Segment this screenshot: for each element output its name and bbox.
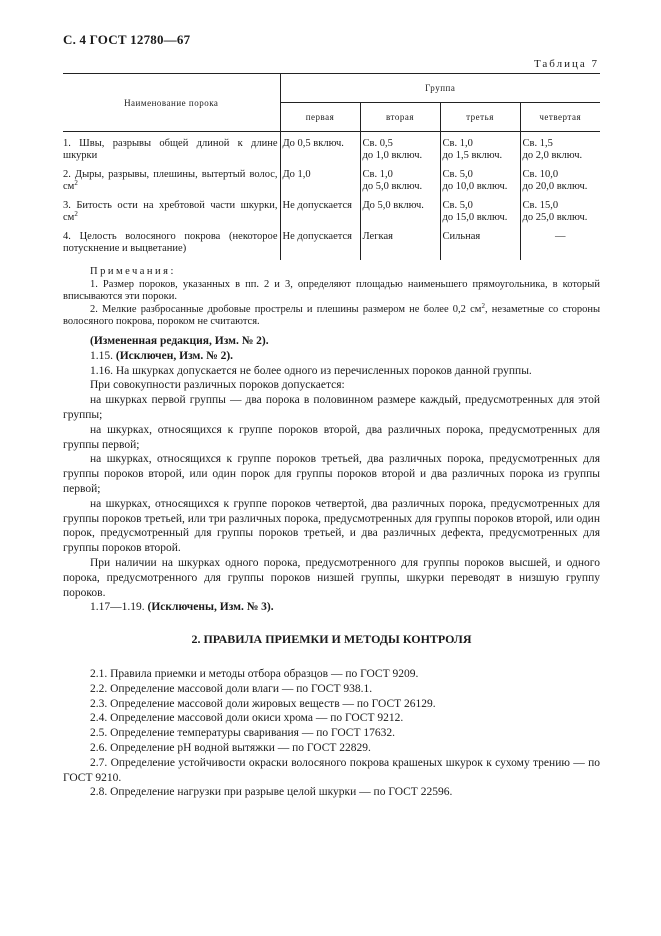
- paragraph-1-16: 1.16. На шкурках допускается не более одного из перечисленных пороков данной группы.: [90, 364, 532, 377]
- column-header-name: Наименование порока: [63, 74, 280, 132]
- table-cell: Св. 5,0 до 10,0 включ.: [440, 167, 520, 198]
- list-item: 2.3. Определение массовой доли жировых веществ — по ГОСТ 26129.: [90, 697, 436, 710]
- table-cell: Св. 1,0 до 1,5 включ.: [440, 132, 520, 168]
- table-row: [63, 198, 600, 229]
- revision-note: (Измененная редакция, Изм. № 2).: [90, 335, 269, 347]
- notes-title: Примечания:: [90, 266, 176, 277]
- defect-name: 1. Швы, разрывы общей длиной к длине шкурки: [63, 138, 278, 161]
- list-item: 2.1. Правила приемки и методы отбора образцов — по ГОСТ 9209.: [90, 668, 419, 680]
- table-cell: До 1,0: [280, 167, 360, 198]
- paragraph-group-2: на шкурках, относящихся к группе пороков второй, два различных порока, предусмотренных для группы первой;: [63, 423, 600, 451]
- list-item: 2.6. Определение рН водной вытяжки — по ГОСТ 22829.: [90, 741, 371, 754]
- table-cell: Легкая: [360, 229, 440, 260]
- defect-name: 4. Целость волосяного покрова (некоторое потускнение и выцветание): [63, 231, 278, 254]
- list-item: 2.4. Определение массовой доли окиси хрома — по ГОСТ 9212.: [90, 712, 404, 725]
- table-cell: Св. 10,0 до 20,0 включ.: [520, 167, 600, 198]
- table-cell: Св. 5,0 до 15,0 включ.: [440, 198, 520, 229]
- note-2: 2. Мелкие разбросанные дробовые прострелы и плешины размером не более 0,2 $см^2$, незаметные со стороны волосяного покрова, пороком не считаются.: [63, 301, 601, 327]
- table-cell: Св. 1,5 до 2,0 включ.: [520, 132, 600, 168]
- list-item: 2.2. Определение массовой доли влаги — по ГОСТ 938.1.: [90, 682, 373, 695]
- table-row: [63, 167, 600, 198]
- column-header-group-2: вторая: [360, 103, 440, 132]
- paragraph-group-1: на шкурках первой группы — два порока в половинном размере каждый, предусмотренных для этой группы;: [63, 394, 600, 421]
- methods-list: [63, 667, 600, 800]
- column-header-group-1: первая: [280, 103, 360, 132]
- body-text: [63, 334, 600, 615]
- table-cell: До 0,5 включ.: [280, 132, 360, 168]
- defect-name: 3. Битость ости на хребтовой части шкурки, $см^2$: [63, 200, 278, 223]
- list-item: 2.8. Определение нагрузки при разрыве целой шкурки — по ГОСТ 22596.: [90, 786, 453, 799]
- paragraph-combination: При совокупности различных пороков допускается:: [90, 379, 345, 392]
- paragraph-1-15: 1.15. (Исключен, Изм. № 2).: [90, 349, 234, 362]
- defects-table: [63, 73, 600, 260]
- column-header-group: Группа: [280, 74, 600, 103]
- table-cell: Не допускается: [280, 229, 360, 260]
- paragraph-1-17: 1.17—1.19. (Исключены, Изм. № 3).: [90, 601, 274, 614]
- table-cell: Св. 0,5 до 1,0 включ.: [360, 132, 440, 168]
- paragraph-group-4: на шкурках, относящихся к группе пороков четвертой, два различных порока, предусмотренных для группы пороков третьей, или три различных порока, предусмотренных для группы пороков второй, или один порок, предусмотренный для группы пороков третьей, и два различных дефекта, предусмотренных для группы пороков второй.: [63, 497, 600, 555]
- note-1: 1. Размер пороков, указанных в пп. 2 и 3, определяют площадью наименьшего прямоугольника, в который вписываются эти пороки.: [63, 278, 600, 302]
- table-notes: [63, 266, 600, 329]
- table-cell: —: [520, 229, 600, 260]
- list-item: 2.7. Определение устойчивости окраски волосяного покрова крашеных шкурок к сухому трению — по ГОСТ 9210.: [63, 756, 600, 784]
- table-row: [63, 229, 600, 260]
- table-cell: Не допускается: [280, 198, 360, 229]
- defect-name: 2. Дыры, разрывы, плешины, вытертый волос, $см^2$: [63, 169, 278, 192]
- column-header-group-3: третья: [440, 103, 520, 132]
- table-cell: Сильная: [440, 229, 520, 260]
- table-label: Таблица 7: [533, 58, 599, 70]
- page-header: С. 4 ГОСТ 12780—67: [63, 32, 191, 47]
- table-cell: До 5,0 включ.: [360, 198, 440, 229]
- section-title: 2. ПРАВИЛА ПРИЕМКИ И МЕТОДЫ КОНТРОЛЯ: [191, 632, 472, 646]
- paragraph-group-3: на шкурках, относящихся к группе пороков третьей, два различных порока, предусмотренных для группы пороков второй, или один порок для группы пороков второй и два различных порока из группы первой;: [63, 453, 600, 495]
- list-item: 2.5. Определение температуры сваривания — по ГОСТ 17632.: [90, 727, 395, 740]
- table-row: [63, 132, 600, 168]
- column-header-group-4: четвертая: [520, 103, 600, 132]
- table-cell: Св. 1,0 до 5,0 включ.: [360, 167, 440, 198]
- paragraph-lower-group: При наличии на шкурках одного порока, предусмотренного для группы пороков высшей, и одного порока, предусмотренного для группы пороков низшей группы, шкурки переводят в низшую группу пороков.: [63, 556, 600, 599]
- table-cell: Св. 15,0 до 25,0 включ.: [520, 198, 600, 229]
